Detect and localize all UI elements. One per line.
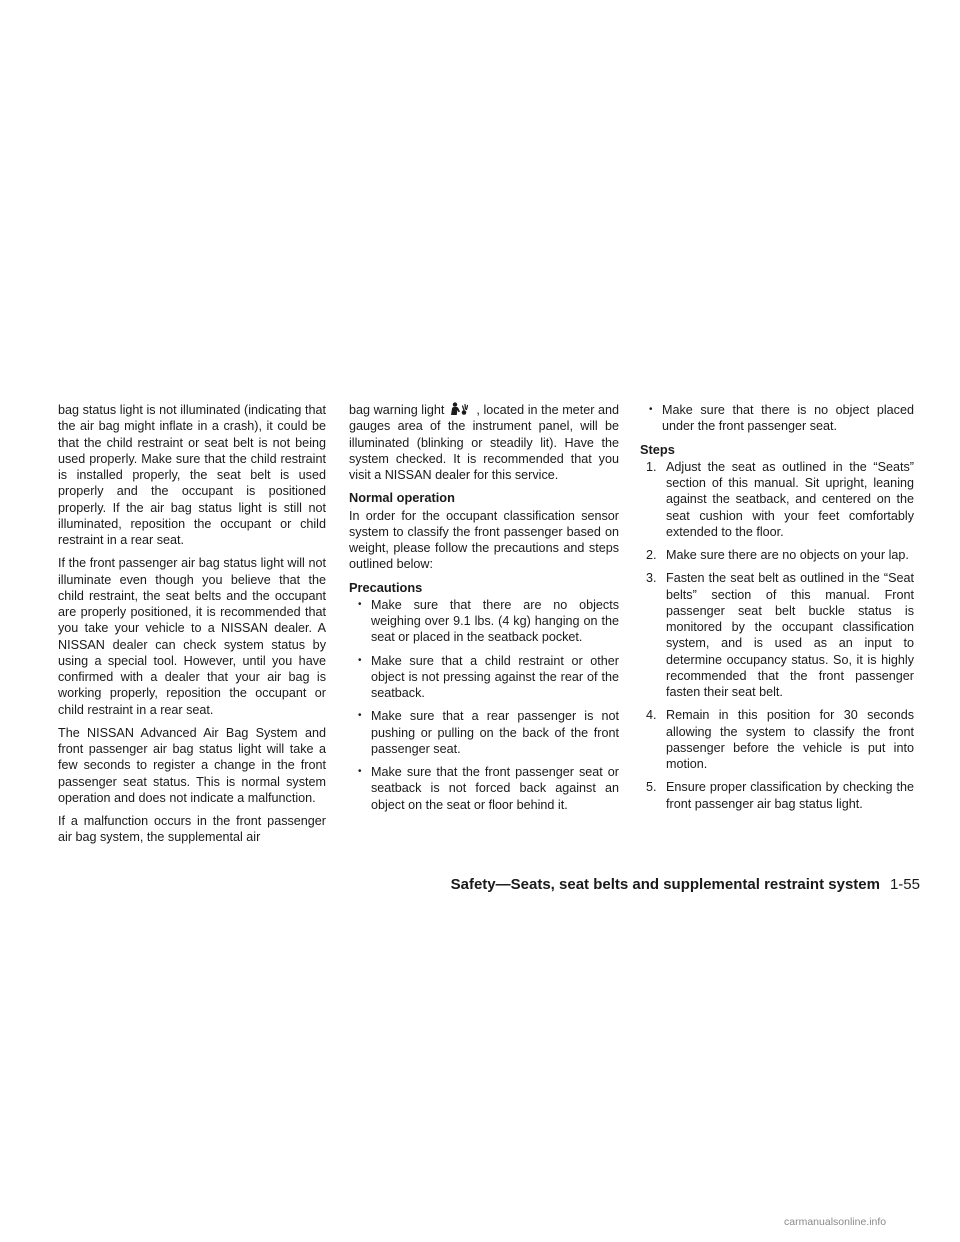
paragraph: bag status light is not illuminated (indicating that the air bag might inflate in a crash), it could be that the child restraint or seat belt is not being used properly. Make sure that the child restraint is installed properly, the seat belt is used properly and the occupant is positioned properly. If the air bag status light is still not illuminated, reposition the occupant or child restraint in a rear seat. [58,403,326,547]
section-heading-steps: Steps [640,441,675,457]
step-number: 5. [646,780,657,795]
column-3 [640,402,914,819]
paragraph: The NISSAN Advanced Air Bag System and front passenger air bag status light will take a few seconds to register a change in the front passenger seat status. This is normal system operation and does not indicate a malfunction. [58,725,326,805]
intro-text: bag warning light [349,403,445,417]
step-item [640,570,914,700]
column-1 [58,402,326,853]
list-item: • Make sure that there are no objects weighing over 9.1 lbs. (4 kg) hanging on the seat or placed in the seatback pocket. [349,597,619,646]
section-heading-normal-operation: Normal operation [349,490,455,506]
page-number: 1-55 [889,876,920,893]
step-text: Make sure there are no objects on your lap. [666,548,909,562]
column-2 [349,402,619,820]
list-item: • Make sure that there is no object placed under the front passenger seat. [640,402,914,435]
step-text: Adjust the seat as outlined in the “Seats” section of this manual. Sit upright, leaning against the seatback, and centered on the seat cushion with your feet comfortably extended to the floor. [666,459,914,539]
step-item [640,459,914,540]
paragraph: If the front passenger air bag status light will not illuminate even though you believe that the child restraint, the seat belts and the occupant are properly positioned, it is recommended that you take your vehicle to a NISSAN dealer. A NISSAN dealer can check system status by using a special tool. However, until you have confirmed with a dealer that your air bag is working properly, reposition the occupant or child restraint in a rear seat. [58,556,326,717]
step-text: Fasten the seat belt as outlined in the “Seat belts” section of this manual. Front passenger seat belt buckle status is monitored by the occupant classification system, and is used as an input to determine occupancy status. So, it is highly recommended that the front passenger fasten their seat belt. [666,571,914,699]
step-number: 1. [646,459,657,474]
intro-text-continued: , located in the meter and gauges area of the instrument panel, will be illuminated (blinking or steadily lit). Have the system checked. It is recommended that you visit a NISSAN dealer for this service. [349,403,619,482]
paragraph-airbag-warning [349,402,619,483]
step-text: Remain in this position for 30 seconds allowing the system to classify the front passenger before the vehicle is put into motion. [666,708,914,771]
paragraph: If a malfunction occurs in the front passenger air bag system, the supplemental air [58,814,326,845]
list-item: • Make sure that a child restraint or other object is not pressing against the rear of the seatback. [349,653,619,702]
precautions-list [349,597,619,813]
steps-list [640,459,914,812]
section-heading-precautions: Precautions [349,579,423,595]
page-footer [400,876,920,893]
list-item: • Make sure that the front passenger seat or seatback is not forced back against an object on the seat or floor behind it. [349,764,619,813]
watermark: carmanualsonline.info [784,1216,887,1228]
step-item [640,547,914,563]
step-number: 4. [646,708,657,723]
list-item: • Make sure that a rear passenger is not pushing or pulling on the back of the front passenger seat. [349,708,619,757]
step-number: 2. [646,548,657,562]
section-title: Safety—Seats, seat belts and supplemental restraint system [450,876,880,893]
step-text: Ensure proper classification by checking the front passenger air bag status light. [666,780,914,811]
step-number: 3. [646,571,657,586]
step-item [640,707,914,772]
step-item [640,779,914,812]
precautions-list-continued [640,402,914,435]
paragraph: In order for the occupant classification sensor system to classify the front passenger based on weight, please follow the precautions and steps outlined below: [349,508,619,572]
airbag-warning-icon [448,402,470,416]
